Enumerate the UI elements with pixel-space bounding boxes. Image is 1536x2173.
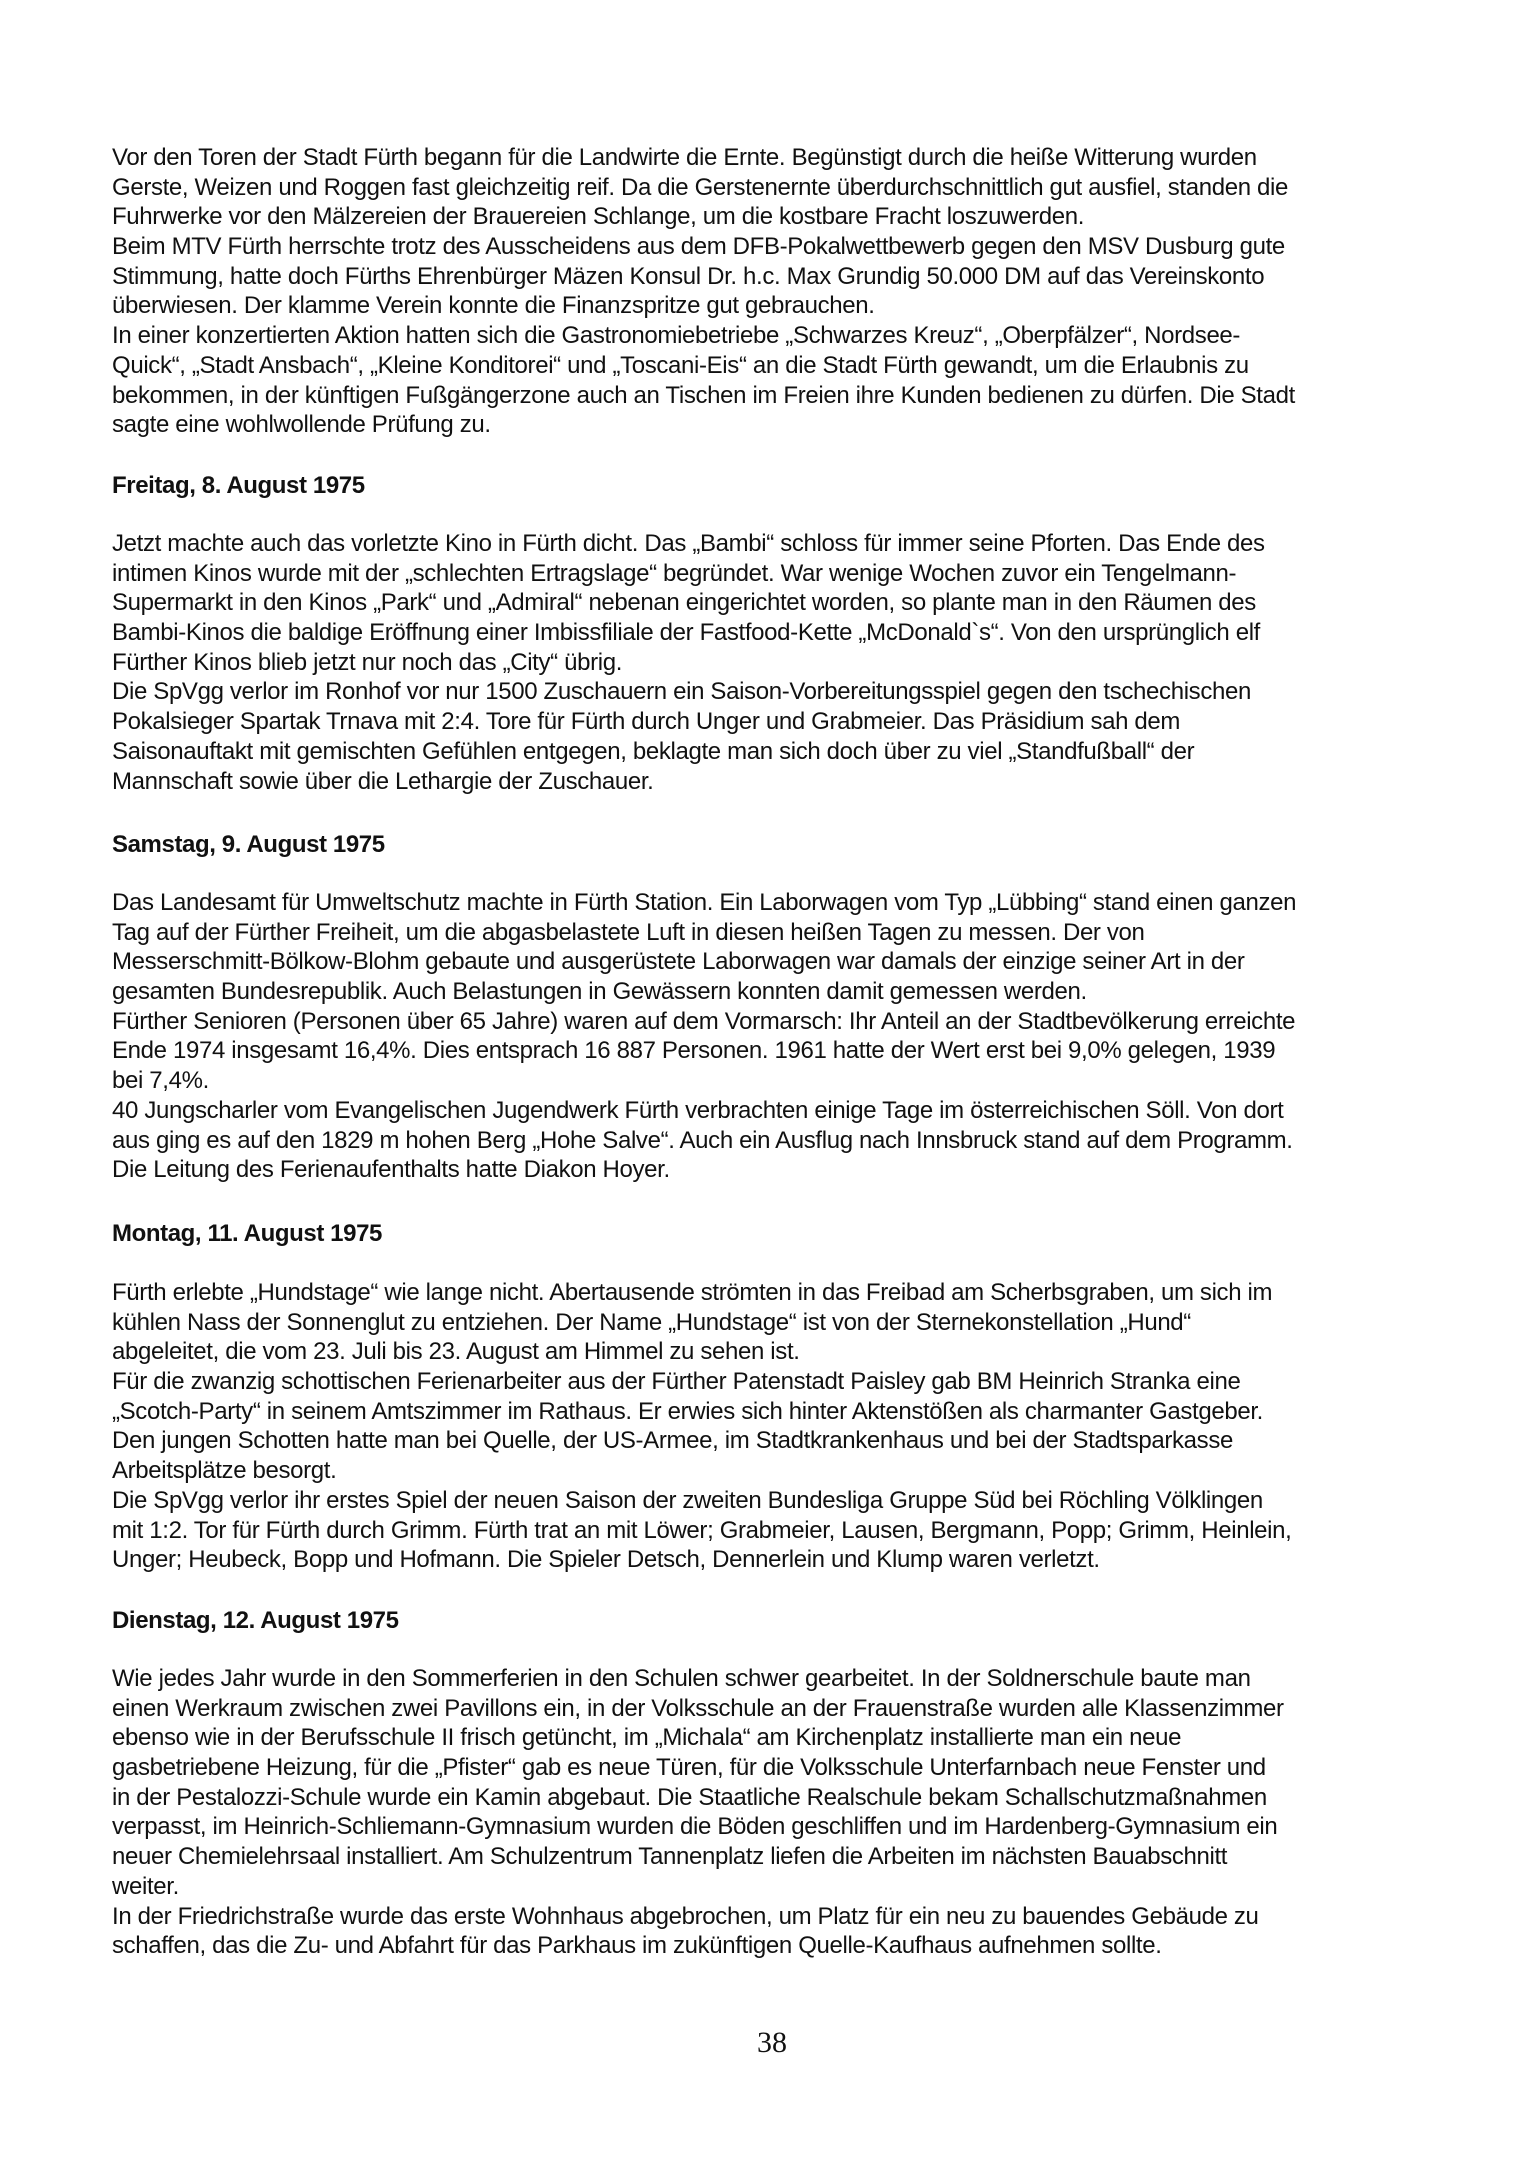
text-line: In einer konzertierten Aktion hatten sich die Gastronomiebetriebe „Schwarzes Kreuz“, „Oberpfälzer“, Nordsee-: [112, 322, 1241, 350]
date-heading-samstag: Samstag, 9. August 1975: [112, 831, 385, 858]
text-line: Messerschmitt-Bölkow-Blohm gebaute und ausgerüstete Laborwagen war damals der einzige seiner Art in der: [112, 948, 1245, 976]
text-line: Supermarkt in den Kinos „Park“ und „Admiral“ nebenan eingerichtet worden, so plante man in den Räumen des: [112, 589, 1256, 617]
text-line: weiter.: [112, 1872, 179, 1900]
text-line: kühlen Nass der Sonnenglut zu entziehen. Der Name „Hundstage“ ist von der Sternekonstellation „Hund“: [112, 1308, 1191, 1336]
page-number: 38: [757, 2026, 787, 2059]
date-heading-montag: Montag, 11. August 1975: [112, 1220, 382, 1247]
text-line: sagte eine wohlwollende Prüfung zu.: [112, 411, 491, 439]
text-line: Stimmung, hatte doch Fürths Ehrenbürger Mäzen Konsul Dr. h.c. Max Grundig 50.000 DM auf das Vereinskonto: [112, 262, 1265, 290]
text-line: Unger; Heubeck, Bopp und Hofmann. Die Spieler Detsch, Dennerlein und Klump waren verletzt.: [112, 1546, 1100, 1574]
text-line: Mannschaft sowie über die Lethargie der Zuschauer.: [112, 767, 654, 795]
text-line: Quick“, „Stadt Ansbach“, „Kleine Konditorei“ und „Toscani-Eis“ an die Stadt Fürth gewandt, um die Erlaubnis zu: [112, 351, 1249, 379]
text-line: abgeleitet, die vom 23. Juli bis 23. August am Himmel zu sehen ist.: [112, 1338, 800, 1366]
text-line: Die SpVgg verlor im Ronhof vor nur 1500 Zuschauern ein Saison-Vorbereitungsspiel gegen den tschechischen: [112, 678, 1251, 706]
text-line: Fürther Senioren (Personen über 65 Jahre) waren auf dem Vormarsch: Ihr Anteil an der Stadtbevölkerung erreichte: [112, 1007, 1296, 1035]
text-line: mit 1:2. Tor für Fürth durch Grimm. Fürth trat an mit Löwer; Grabmeier, Lausen, Bergmann, Popp; Grimm, Heinlein,: [112, 1516, 1292, 1544]
text-line: Die SpVgg verlor ihr erstes Spiel der neuen Saison der zweiten Bundesliga Gruppe Süd bei Röchling Völklingen: [112, 1486, 1263, 1514]
text-line: aus ging es auf den 1829 m hohen Berg „Hohe Salve“. Auch ein Ausflug nach Innsbruck stand auf dem Programm.: [112, 1126, 1293, 1154]
intro-text: [112, 143, 1412, 440]
text-line: Beim MTV Fürth herrschte trotz des Ausscheidens aus dem DFB-Pokalwettbewerb gegen den MSV Dusburg gute: [112, 233, 1285, 261]
text-line: einen Werkraum zwischen zwei Pavillons ein, in der Volksschule an der Frauenstraße wurden alle Klassenzimmer: [112, 1694, 1284, 1722]
text-line: Tag auf der Fürther Freiheit, um die abgasbelastete Luft in diesen heißen Tagen zu messen. Der von: [112, 918, 1145, 946]
text-line: Das Landesamt für Umweltschutz machte in Fürth Station. Ein Laborwagen vom Typ „Lübbing“ stand einen ganzen: [112, 889, 1297, 916]
text-line: Arbeitsplätze besorgt.: [112, 1457, 337, 1485]
text-line: gesamten Bundesrepublik. Auch Belastungen in Gewässern konnten damit gemessen werden.: [112, 978, 1087, 1006]
text-line: Saisonauftakt mit gemischten Gefühlen entgegen, beklagte man sich doch über zu viel „Standfußball“ der: [112, 737, 1195, 765]
text-line: Pokalsieger Spartak Trnava mit 2:4. Tore für Fürth durch Unger und Grabmeier. Das Präsidium sah dem: [112, 708, 1181, 736]
entry-text-samstag: [112, 888, 1412, 1185]
text-line: Fuhrwerke vor den Mälzereien der Brauereien Schlange, um die kostbare Fracht loszuwerden.: [112, 203, 1085, 231]
text-line: neuer Chemielehrsaal installiert. Am Schulzentrum Tannenplatz liefen die Arbeiten im nächsten Bauabschnitt: [112, 1843, 1228, 1871]
entry-text-montag: [112, 1278, 1412, 1575]
entry-text-dienstag: [112, 1664, 1412, 1961]
text-line: 40 Jungscharler vom Evangelischen Jugendwerk Fürth verbrachten einige Tage im österreichischen Söll. Von dort: [112, 1096, 1284, 1124]
text-line: in der Pestalozzi-Schule wurde ein Kamin abgebaut. Die Staatliche Realschule bekam Schallschutzmaßnahmen: [112, 1783, 1267, 1811]
text-line: „Scotch-Party“ in seinem Amtszimmer im Rathaus. Er erwies sich hinter Aktenstößen als charmanter Gastgeber.: [112, 1397, 1263, 1425]
text-line: bekommen, in der künftigen Fußgängerzone auch an Tischen im Freien ihre Kunden bedienen zu dürfen. Die Stadt: [112, 381, 1295, 409]
text-line: Jetzt machte auch das vorletzte Kino in Fürth dicht. Das „Bambi“ schloss für immer seine Pforten. Das Ende des: [112, 530, 1265, 557]
date-heading-freitag: Freitag, 8. August 1975: [112, 472, 365, 499]
text-line: intimen Kinos wurde mit der „schlechten Ertragslage“ begründet. War wenige Wochen zuvor ein Tengelmann-: [112, 559, 1237, 587]
text-line: ebenso wie in der Berufsschule II frisch getüncht, im „Michala“ am Kirchenplatz installierte man ein neue: [112, 1724, 1182, 1752]
text-line: Gerste, Weizen und Roggen fast gleichzeitig reif. Da die Gerstenernte überdurchschnittlich gut ausfiel, standen die: [112, 173, 1288, 201]
text-line: schaffen, das die Zu- und Abfahrt für das Parkhaus im zukünftigen Quelle-Kaufhaus aufnehmen sollte.: [112, 1932, 1162, 1960]
text-line: Die Leitung des Ferienaufenthalts hatte Diakon Hoyer.: [112, 1156, 670, 1184]
text-line: Wie jedes Jahr wurde in den Sommerferien in den Schulen schwer gearbeitet. In der Soldnerschule baute man: [112, 1665, 1251, 1692]
text-line: Den jungen Schotten hatte man bei Quelle, der US-Armee, im Stadtkrankenhaus und bei der Stadtsparkasse: [112, 1427, 1233, 1455]
entry-text-freitag: [112, 529, 1412, 796]
text-line: Bambi-Kinos die baldige Eröffnung einer Imbissfiliale der Fastfood-Kette „McDonald`s“. Von den ursprünglich elf: [112, 619, 1260, 647]
text-line: verpasst, im Heinrich-Schliemann-Gymnasium wurden die Böden geschliffen und im Hardenberg-Gymnasium ein: [112, 1813, 1278, 1841]
text-line: bei 7,4%.: [112, 1067, 209, 1095]
text-line: überwiesen. Der klamme Verein konnte die Finanzspritze gut gebrauchen.: [112, 292, 875, 320]
text-line: In der Friedrichstraße wurde das erste Wohnhaus abgebrochen, um Platz für ein neu zu bauendes Gebäude zu: [112, 1902, 1259, 1930]
text-line: Fürth erlebte „Hundstage“ wie lange nicht. Abertausende strömten in das Freibad am Scherbsgraben, um sich im: [112, 1279, 1273, 1306]
text-line: Vor den Toren der Stadt Fürth begann für die Landwirte die Ernte. Begünstigt durch die heiße Witterung wurden: [112, 144, 1257, 171]
text-line: Ende 1974 insgesamt 16,4%. Dies entsprach 16 887 Personen. 1961 hatte der Wert erst bei 9,0% gelegen, 1939: [112, 1037, 1276, 1065]
text-line: gasbetriebene Heizung, für die „Pfister“ gab es neue Türen, für die Volksschule Unterfarnbach neue Fenster und: [112, 1754, 1266, 1782]
date-heading-dienstag: Dienstag, 12. August 1975: [112, 1607, 399, 1634]
text-line: Für die zwanzig schottischen Ferienarbeiter aus der Fürther Patenstadt Paisley gab BM Heinrich Stranka eine: [112, 1368, 1241, 1396]
text-line: Fürther Kinos blieb jetzt nur noch das „City“ übrig.: [112, 648, 623, 676]
